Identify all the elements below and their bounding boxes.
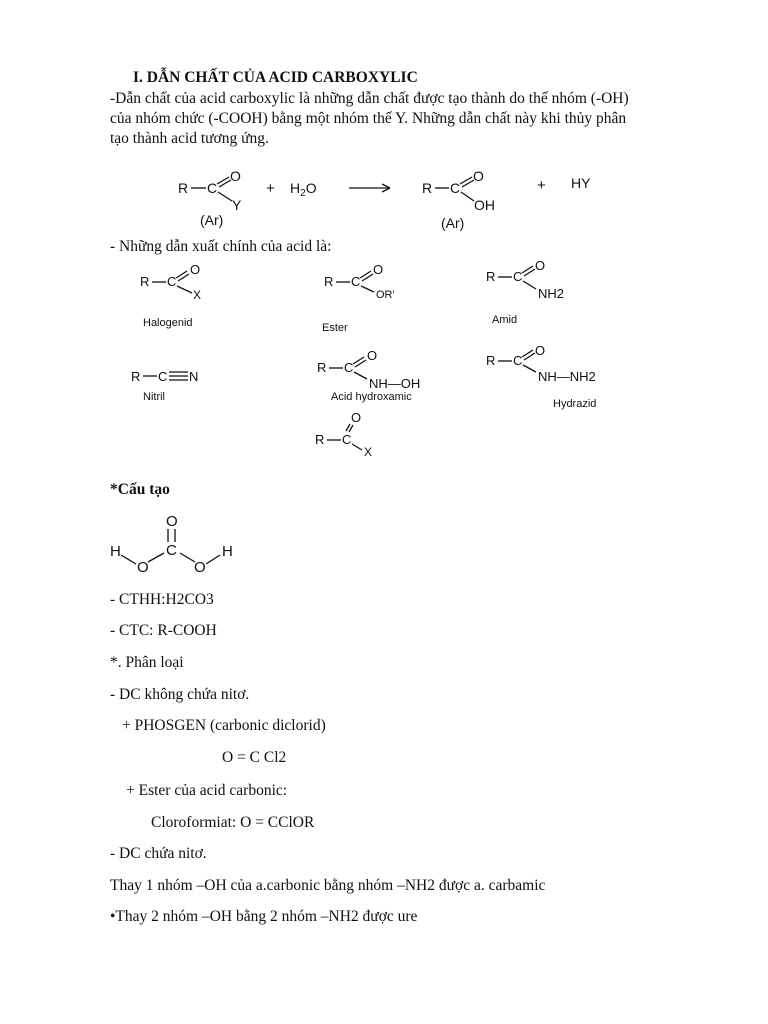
svg-text:O: O xyxy=(137,559,149,576)
svg-text:NH—NH2: NH—NH2 xyxy=(538,369,596,384)
reactant-y: Y xyxy=(232,197,242,213)
svg-text:R: R xyxy=(486,269,496,284)
svg-text:O: O xyxy=(166,513,178,530)
water: $H_2O$ xyxy=(290,180,317,199)
intro-line-2: của nhóm chức (-COOH) bằng một nhóm thế Y. Những dẫn chất này khi thủy phân xyxy=(110,110,627,127)
svg-text:O: O xyxy=(535,343,546,358)
ester-label: Ester xyxy=(322,322,348,334)
product-o: O xyxy=(473,168,484,184)
intro-line-1: -Dẫn chất của acid carboxylic là những dẫn chất được tạo thành do thế nhóm (-OH) xyxy=(110,90,629,107)
plus-2: + xyxy=(537,177,546,194)
svg-text:H: H xyxy=(110,543,121,560)
nitril-label: Nitril xyxy=(143,391,165,403)
svg-text:N: N xyxy=(189,369,199,384)
svg-text:R: R xyxy=(324,274,334,289)
svg-text:NH—OH: NH—OH xyxy=(369,376,421,391)
svg-text:C: C xyxy=(166,542,177,559)
svg-text:R: R xyxy=(131,369,141,384)
cthh-line: - CTHH:H2CO3 xyxy=(110,591,214,608)
svg-text:R: R xyxy=(317,360,327,375)
svg-text:C: C xyxy=(344,360,354,375)
product-ar: (Ar) xyxy=(441,215,465,231)
amid-label: Amid xyxy=(492,314,518,326)
halogenid-label: Halogenid xyxy=(143,317,193,329)
derivatives-intro: - Những dẫn xuất chính của acid là: xyxy=(110,238,332,255)
svg-text:C: C xyxy=(158,369,168,384)
svg-text:NH2: NH2 xyxy=(538,286,565,301)
svg-text:X: X xyxy=(364,445,373,459)
intro-line-3: tạo thành acid tương ứng. xyxy=(110,130,269,147)
svg-text:C: C xyxy=(513,269,523,284)
svg-text:X: X xyxy=(193,288,202,302)
svg-text:O: O xyxy=(351,410,362,425)
svg-text:C: C xyxy=(450,180,461,196)
thay1-line: Thay 1 nhóm –OH của a.carbonic bằng nhóm –NH2 được a. carbamic xyxy=(110,877,546,894)
svg-text:OR': OR' xyxy=(376,289,395,301)
svg-text:O: O xyxy=(190,262,201,277)
svg-text:O: O xyxy=(194,559,206,576)
acid-hydroxamic-label: Acid hydroxamic xyxy=(331,391,412,403)
svg-text:R: R xyxy=(486,353,496,368)
product-r: R xyxy=(422,180,433,196)
svg-text:H: H xyxy=(222,543,233,560)
dc-nito-line: - DC chứa nitơ. xyxy=(110,845,207,862)
phosgen-formula: O = C Cl2 xyxy=(222,749,287,766)
phan-loai-line: *. Phân loại xyxy=(110,654,184,671)
cloroformiat-line: Cloroformiat: O = CClOR xyxy=(151,814,315,831)
svg-text:R: R xyxy=(140,274,150,289)
ester-acid-line: + Ester của acid carbonic: xyxy=(126,782,288,799)
hy: HY xyxy=(571,175,591,191)
ctc-line: - CTC: R-COOH xyxy=(110,622,217,639)
svg-text:O: O xyxy=(367,348,378,363)
reactant-ar: (Ar) xyxy=(200,212,224,228)
reactant-o: O xyxy=(230,168,241,184)
svg-text:O: O xyxy=(373,262,384,277)
plus-1: + xyxy=(266,180,275,197)
section-heading: I. DẪN CHẤT CỦA ACID CARBOXYLIC xyxy=(133,69,418,86)
hydrazid-label: Hydrazid xyxy=(553,398,597,410)
svg-text:C: C xyxy=(351,274,361,289)
svg-text:R: R xyxy=(315,432,325,447)
svg-text:O: O xyxy=(535,258,546,273)
svg-text:C: C xyxy=(513,353,523,368)
structure-title: *Cấu tạo xyxy=(110,481,170,498)
svg-text:C: C xyxy=(167,274,177,289)
reactant-r: R xyxy=(178,180,189,196)
product-oh: OH xyxy=(474,197,495,213)
phosgen-line: + PHOSGEN (carbonic diclorid) xyxy=(122,717,326,734)
svg-text:C: C xyxy=(207,180,218,196)
thay2-line: •Thay 2 nhóm –OH bằng 2 nhóm –NH2 được ure xyxy=(110,908,418,925)
dc-khong-nito-line: - DC không chứa nitơ. xyxy=(110,686,250,703)
svg-text:C: C xyxy=(342,432,352,447)
